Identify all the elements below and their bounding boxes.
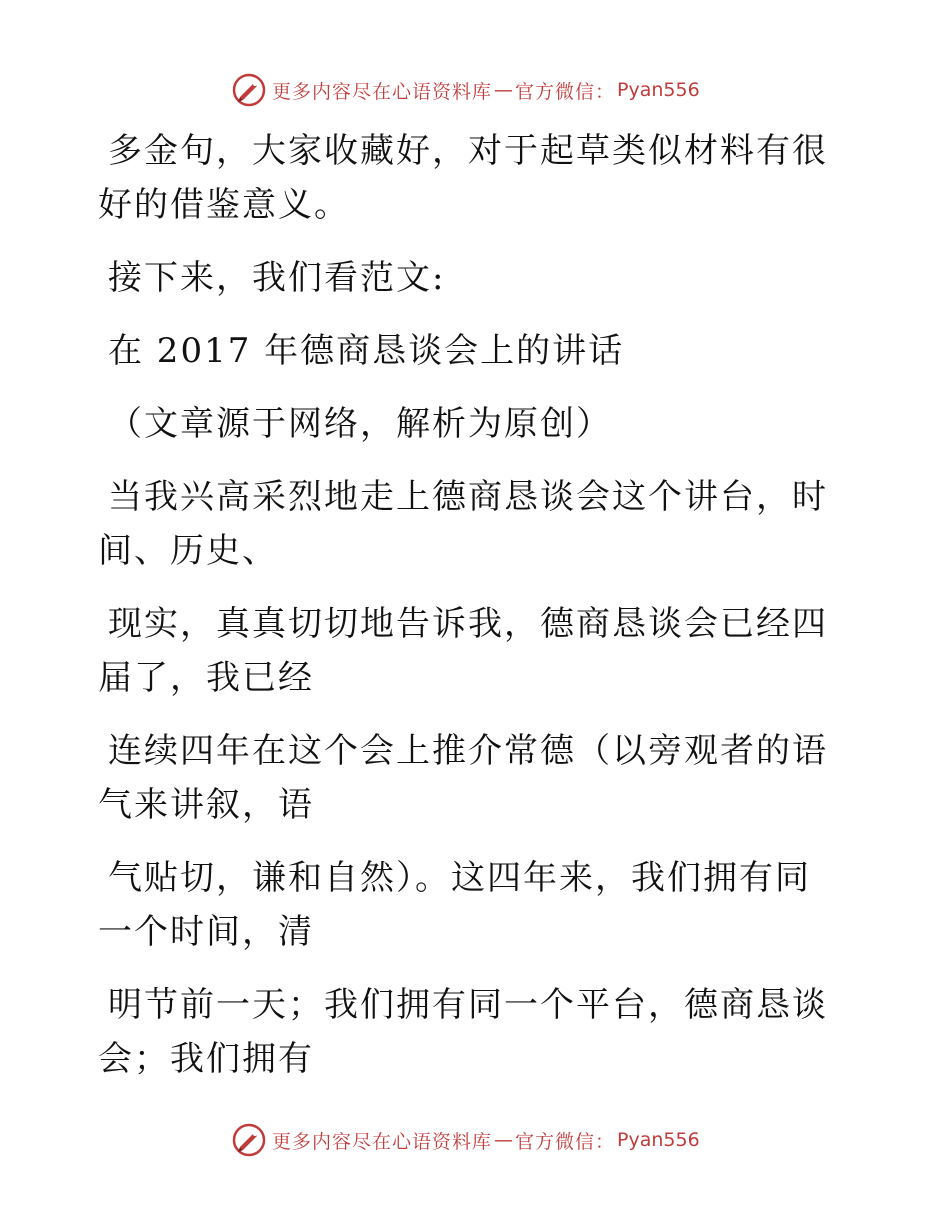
footer-wechat-account: Pyan556	[617, 1129, 700, 1151]
document-body	[98, 124, 838, 1105]
header-brand-text: 更多内容尽在心语资料库	[272, 80, 493, 103]
header-wechat-label: 官方微信：	[515, 80, 616, 103]
header-wechat-account: Pyan556	[617, 79, 700, 101]
footer-dash: —	[494, 1129, 514, 1151]
paragraph: 气贴切，谦和自然）。这四年来，我们拥有同一个时间，清	[98, 858, 811, 952]
paragraph: 连续四年在这个会上推介常德（以旁观者的语气来讲叙，语	[98, 731, 828, 825]
header-dash: —	[494, 79, 514, 101]
paragraph: 接下来，我们看范文:	[108, 258, 446, 298]
paragraph: 明节前一天；我们拥有同一个平台，德商恳谈会；我们拥有	[98, 985, 828, 1079]
paragraph: 现实，真真切切地告诉我，德商恳谈会已经四届了，我已经	[98, 604, 828, 698]
footer-brand-text: 更多内容尽在心语资料库	[272, 1130, 493, 1153]
paragraph: 多金句，大家收藏好，对于起草类似材料有很好的借鉴意义。	[98, 131, 828, 225]
footer-banner	[232, 1122, 700, 1158]
footer-wechat-label: 官方微信：	[515, 1130, 616, 1153]
header-banner	[232, 72, 700, 108]
pen-logo-icon	[232, 73, 266, 107]
paragraph: 在 2017 年德商恳谈会上的讲话	[108, 331, 625, 371]
pen-logo-icon	[232, 1123, 266, 1157]
paragraph: （文章源于网络，解析为原创）	[108, 404, 612, 444]
paragraph: 当我兴高采烈地走上德商恳谈会这个讲台，时间、历史、	[98, 477, 828, 571]
